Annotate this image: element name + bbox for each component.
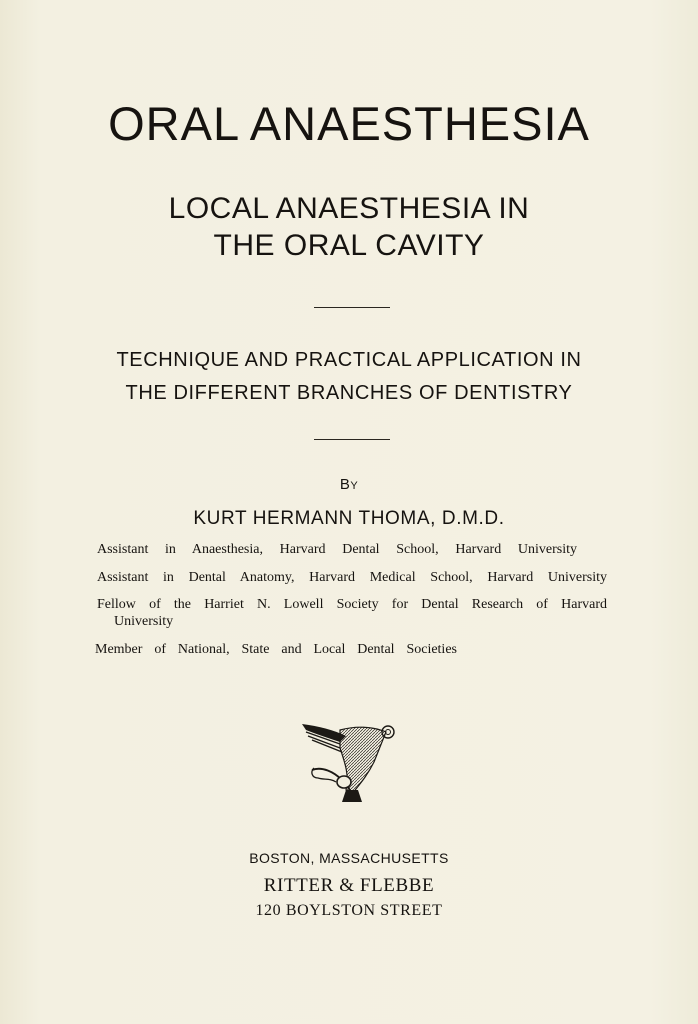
imprint-place: BOSTON, MASSACHUSETTS <box>249 850 449 866</box>
publisher-device-icon <box>300 720 398 804</box>
credential-line: Member of National, State and Local Dental Societies <box>95 642 457 657</box>
description-line-2: THE DIFFERENT BRANCHES OF DENTISTRY <box>125 382 573 404</box>
credential-line: Assistant in Dental Anatomy, Harvard Medical School, Harvard University <box>97 570 607 585</box>
divider-rule <box>314 439 390 440</box>
credential-line: Assistant in Anaesthesia, Harvard Dental School, Harvard University <box>97 542 577 557</box>
credential-line: Fellow of the Harriet N. Lowell Society for Dental Research of Harvard <box>97 597 607 612</box>
description <box>0 344 698 410</box>
book-title: ORAL ANAESTHESIA <box>108 97 590 150</box>
imprint-publisher: RITTER & FLEBBE <box>263 875 435 896</box>
credential-line: University <box>114 614 174 629</box>
subtitle-line-1: LOCAL ANAESTHESIA IN <box>168 192 530 225</box>
imprint-street: 120 BOYLSTON STREET <box>255 902 443 919</box>
by-line <box>0 476 698 493</box>
by-text: By <box>339 476 359 493</box>
description-line-1: TECHNIQUE AND PRACTICAL APPLICATION IN <box>116 349 582 371</box>
author-name: KURT HERMANN THOMA, D.M.D. <box>193 508 505 529</box>
divider-rule <box>314 307 390 308</box>
subtitle <box>0 190 698 264</box>
subtitle-line-2: THE ORAL CAVITY <box>213 229 485 262</box>
